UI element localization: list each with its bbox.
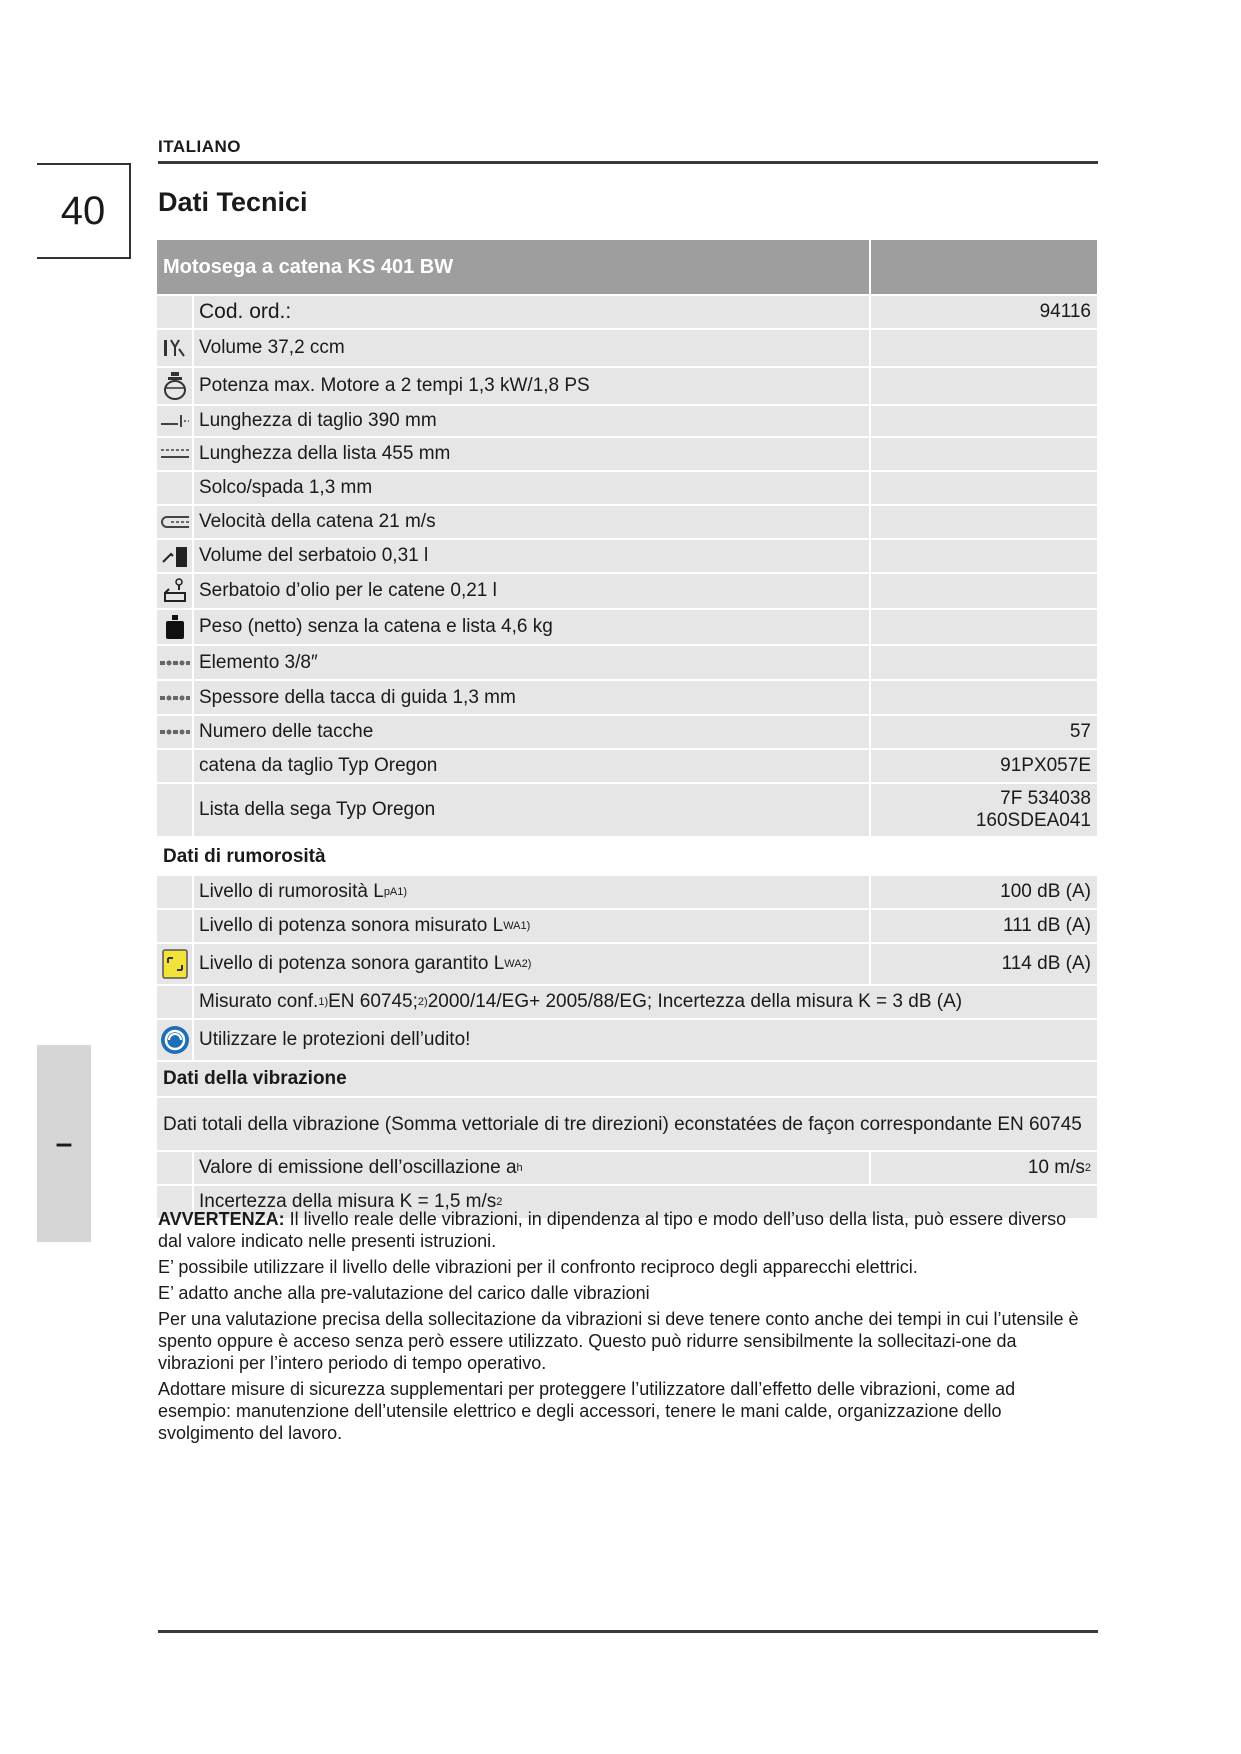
noise-pressure-label: Livello di rumorosità L pA 1) xyxy=(194,876,871,908)
spec-table xyxy=(157,240,1097,1220)
oil-tank-icon xyxy=(157,574,194,608)
table-row xyxy=(157,784,1097,838)
bar-length-icon xyxy=(157,438,194,470)
row-value xyxy=(871,506,1097,538)
note-line-3: E’ adatto anche alla pre-valutazione del carico dalle vibrazioni xyxy=(158,1283,650,1303)
table-row xyxy=(157,438,1097,472)
row-value: 91PX057E xyxy=(1000,755,1091,776)
table-row xyxy=(157,296,1097,330)
table-header xyxy=(157,240,1097,296)
displacement-icon xyxy=(157,330,194,366)
row-label: Spessore della tacca di guida 1,3 mm xyxy=(194,681,871,714)
row-label: Velocità della catena 21 m/s xyxy=(194,506,871,538)
fuel-tank-icon xyxy=(157,540,194,572)
table-row xyxy=(157,1020,1097,1062)
table-header-right xyxy=(871,240,1097,294)
cutting-length-icon xyxy=(157,406,194,436)
row-value xyxy=(871,540,1097,572)
bottom-rule xyxy=(158,1630,1098,1633)
row-icon-empty xyxy=(157,750,194,782)
vibration-emission-value: 10 m/s 2 xyxy=(1027,1157,1091,1178)
ear-protection-text: Utilizzare le protezioni dell’udito! xyxy=(199,1029,471,1050)
table-row xyxy=(157,506,1097,540)
table-row xyxy=(157,574,1097,610)
side-tab: – xyxy=(37,1045,91,1242)
row-label: catena da taglio Typ Oregon xyxy=(194,750,871,782)
row-label: Peso (netto) senza la catena e lista 4,6 kg xyxy=(194,610,871,644)
row-icon-empty xyxy=(157,472,194,504)
row-value xyxy=(871,574,1097,608)
row-label: Lunghezza della lista 455 mm xyxy=(194,438,871,470)
chain-link-icon xyxy=(157,646,194,679)
row-icon-empty xyxy=(157,910,194,942)
row-value xyxy=(871,610,1097,644)
table-row xyxy=(157,540,1097,574)
table-row xyxy=(157,716,1097,750)
noise-measured-label: Livello di potenza sonora misurato L WA 1) xyxy=(194,910,871,942)
table-row xyxy=(157,944,1097,986)
note-line-2: E’ possibile utilizzare il livello delle vibrazioni per il confronto reciproco degli apparecchi elettrici. xyxy=(158,1257,918,1277)
table-row xyxy=(157,750,1097,784)
row-label: Serbatoio d’olio per le catene 0,21 l xyxy=(194,574,871,608)
bar-code-2: 160SDEA041 xyxy=(975,810,1091,831)
row-value xyxy=(871,406,1097,436)
noise-measured-conf: Misurato conf. 1) EN 60745; 2) 2000/14/EG+ 2005/88/EG; Incertezza della misura K = 3 dB (A) xyxy=(199,991,963,1012)
table-row xyxy=(157,910,1097,944)
row-icon-empty xyxy=(157,876,194,908)
noise-pressure-value: 100 dB (A) xyxy=(1000,881,1091,902)
table-row xyxy=(157,876,1097,910)
row-value xyxy=(871,368,1097,404)
row-label: Volume del serbatoio 0,31 l xyxy=(194,540,871,572)
table-row xyxy=(157,1098,1097,1152)
row-label: Cod. ord.: xyxy=(194,296,871,328)
row-value xyxy=(871,330,1097,366)
chain-link-icon xyxy=(157,681,194,714)
top-rule xyxy=(158,161,1098,164)
row-label: Lunghezza di taglio 390 mm xyxy=(194,406,871,436)
table-row xyxy=(157,406,1097,438)
engine-icon xyxy=(157,368,194,404)
page-title: Dati Tecnici xyxy=(158,187,308,217)
row-icon-empty xyxy=(157,986,194,1018)
note-paragraph-3: Adottare misure di sicurezza supplementari per proteggere l’utilizzatore dall’effetto delle vibrazioni, come ad esempio: manutenzione dell’utensile elettrico e degli accessori, tenere le mani calde, organizzazione dello svolgimento del lavoro. xyxy=(158,1379,1016,1443)
page-number: 40 xyxy=(37,163,131,259)
row-icon-empty xyxy=(157,784,194,836)
row-label: Solco/spada 1,3 mm xyxy=(194,472,871,504)
table-row xyxy=(157,1152,1097,1186)
row-icon-empty xyxy=(157,296,194,328)
row-value xyxy=(871,681,1097,714)
noise-measured-value: 111 dB (A) xyxy=(1002,915,1091,936)
table-row xyxy=(157,681,1097,716)
table-row xyxy=(157,368,1097,406)
vibration-total-text: Dati totali della vibrazione (Somma vettoriale di tre direzioni) econstatées de façon correspondante EN 60745 xyxy=(163,1113,1082,1135)
row-value xyxy=(871,646,1097,679)
table-title: Motosega a catena KS 401 BW xyxy=(157,240,871,294)
table-row xyxy=(157,330,1097,368)
vibration-uncertainty: Incertezza della misura K = 1,5 m/s 2 xyxy=(199,1191,503,1212)
ear-protection-icon xyxy=(157,1020,194,1060)
bar-code-1: 7F 534038 xyxy=(1000,788,1091,809)
row-label: Elemento 3/8″ xyxy=(194,646,871,679)
table-row xyxy=(157,646,1097,681)
warning-text: Il livello reale delle vibrazioni, in dipendenza al tipo e modo dell’uso della lista, può essere diverso dal valore indicato nelle presenti istruzioni. xyxy=(158,1209,1067,1251)
row-label: Volume 37,2 ccm xyxy=(194,330,871,366)
chain-speed-icon xyxy=(157,506,194,538)
weight-icon xyxy=(157,610,194,644)
row-value xyxy=(871,784,1097,836)
language-label: ITALIANO xyxy=(158,137,242,156)
row-value: 94116 xyxy=(1039,301,1091,322)
row-label: Potenza max. Motore a 2 tempi 1,3 kW/1,8 PS xyxy=(194,368,871,404)
noise-section-title: Dati di rumorosità xyxy=(157,838,1097,876)
table-row xyxy=(157,472,1097,506)
warning-label: AVVERTENZA: xyxy=(158,1209,285,1229)
note-paragraph-2: Per una valutazione precisa della sollecitazione da vibrazioni si deve tenere conto anche dei tempi in cui l’utensile è spento oppure è acceso senza però essere utilizzato. Questo può ridurre sensibilmente la sollecitazi-one da vibrazioni per l’intero periodo di tempo operativo. xyxy=(158,1309,1079,1373)
vibration-section-title: Dati della vibrazione xyxy=(163,1068,347,1089)
row-value xyxy=(871,472,1097,504)
row-icon-empty xyxy=(157,1152,194,1184)
table-row xyxy=(157,610,1097,646)
vibration-emission-label: Valore di emissione dell’oscillazione a h xyxy=(194,1152,871,1184)
table-row xyxy=(157,1062,1097,1098)
notes xyxy=(158,1208,1088,1448)
sound-power-icon xyxy=(157,944,194,984)
row-label: Lista della sega Typ Oregon xyxy=(194,784,871,836)
row-value xyxy=(871,438,1097,470)
noise-guaranteed-label: Livello di potenza sonora garantito L WA 2) xyxy=(194,944,871,984)
row-value: 57 xyxy=(1069,721,1091,742)
chain-link-icon xyxy=(157,716,194,748)
row-label: Numero delle tacche xyxy=(194,716,871,748)
noise-guaranteed-value: 114 dB (A) xyxy=(1001,953,1091,974)
table-row xyxy=(157,986,1097,1020)
warning-paragraph xyxy=(158,1208,1088,1252)
